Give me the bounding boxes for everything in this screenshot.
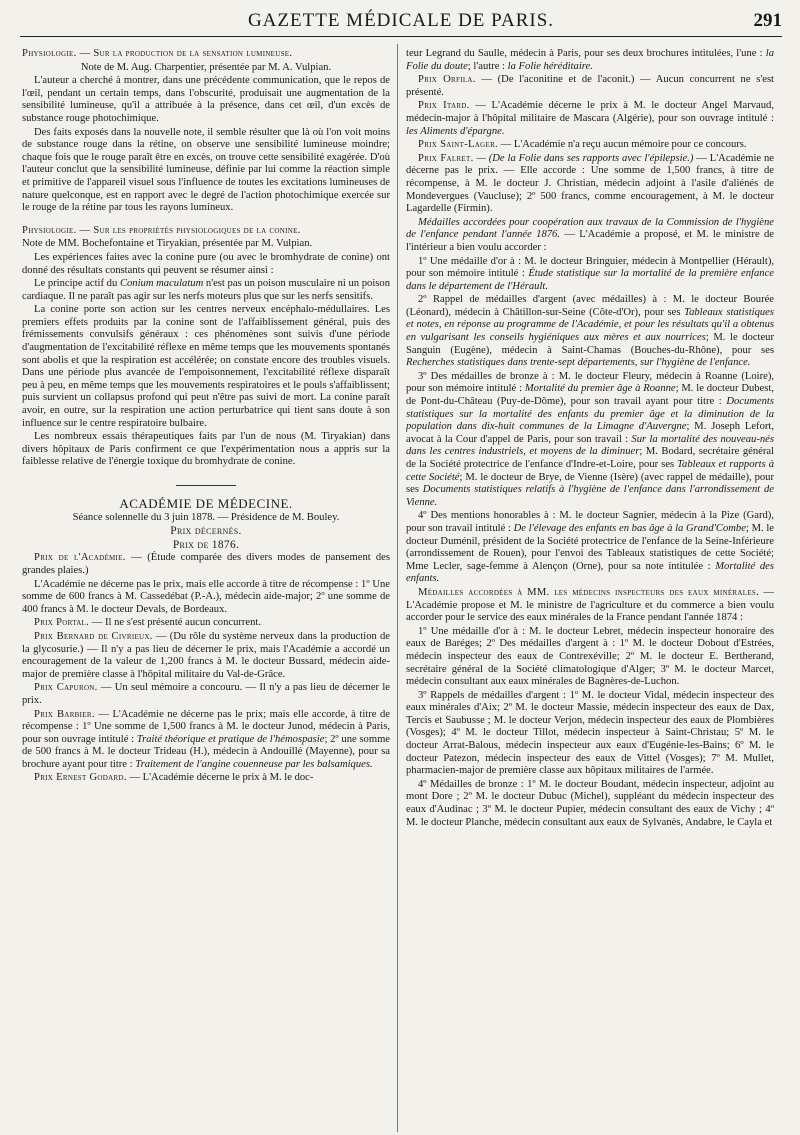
paragraph: teur Legrand du Saulle, médecin à Paris, pour ses deux brochures intitulées, l'une : la Folie du doute; l'autre : la Folie héréditaire. xyxy=(406,48,774,72)
section-rule xyxy=(176,485,236,486)
medailles-hygiene: Médailles accordées pour coopération aux travaux de la Commission de l'hygiène de l'enfance pendant l'année 1876. — L'Académie a proposé, et M. le ministre de l'intérieur a bien voulu accorder : xyxy=(406,216,774,253)
prix-academie: Prix de l'Académie. — (Étude comparée des divers modes de pansement des grandes plaies.) xyxy=(22,552,390,576)
prix-itard: Prix Itard. — L'Académie décerne le prix à M. le docteur Angel Marvaud, médecin-major à l'hôpital militaire de Mascara (Algérie), pour son ouvrage intitulé : les Aliments d'épargne. xyxy=(406,100,774,137)
prix-portal: Prix Portal. — Il ne s'est présenté aucun concurrent. xyxy=(34,617,262,629)
section-note: Note de MM. Bochefontaine et Tiryakian, présentée par M. Vulpian. xyxy=(22,238,313,250)
page-header xyxy=(20,8,782,37)
prix-falret: Prix Falret. — (De la Folie dans ses rapports avec l'épilepsie.) — L'Académie ne décerne pas le prix. — Elle accorde : Une somme de 1,500 francs, à titre de récompense, à M. le docteur J. Christian, médecin adjoint à l'asile d'aliénés de Mondevergues (Vaucluse); 2º 500 francs, comme encouragement, à M. le docteur Lagardelle (Firmin). xyxy=(406,152,774,215)
paragraph: L'auteur a cherché à montrer, dans une précédente communication, que le repos de l'œil, pendant un certain temps, dans l'obscurité, produisait une augmentation de la sensibilité lumineuse, qu'il a attribuée à la présence, dans cet œil, d'un excès de substance rouge photochimique. xyxy=(22,75,390,124)
medailles-eaux: Médailles accordées à MM. les médecins inspecteurs des eaux minérales. — L'Académie propose et M. le ministre de l'agriculture et du commerce a bien voulu accorder pour le service des eaux minérales de la France pendant l'année 1874 : xyxy=(406,586,774,624)
prix-saint-lager: Prix Saint-Lager. — L'Académie n'a reçu aucun mémoire pour ce concours. xyxy=(418,139,747,151)
medaille-item: 1º Une médaille d'or à : M. le docteur Bringuier, médecin à Montpellier (Hérault), pour son mémoire intitulé : Étude statistique sur la mortalité de la première enfance dans le département de l'Hérault. xyxy=(406,255,774,292)
prix-orfila: Prix Orfila. — (De l'aconitine et de l'aconit.) — Aucun concurrent ne s'est présenté. xyxy=(406,74,774,98)
medaille-item: 3º Des médailles de bronze à : M. le docteur Fleury, médecin à Roanne (Loire), pour son mémoire intitulé : Mortalité du premier âge à Roanne; M. le docteur Dubest, de Pont-du-Château (Puy-de-Dôme), pour son travail ayant pour titre : Documents statistiques sur la mortalité des enfants du premier âge et la diminution de la population dans dix-huit communes de la Limagne d'Auvergne; M. Joseph Lefort, avocat à la Cour d'appel de Paris, pour son travail : Sur la mortalité des nouveau-nés dans les centres industriels, et moyens de la diminuer; M. Bodard, secrétaire général de la Société protectrice de l'enfance d'Indre-et-Loire, pour ses Tableaux et rapports à cette Société; M. le docteur de Brye, de Vienne (Isère) (avec rappel de médaille), pour ses Documents statistiques relatifs à l'hygiène de l'enfance dans l'arrondissement de Vienne. xyxy=(406,370,774,508)
paragraph: Les expériences faites avec la conine pure (ou avec le bromhydrate de conine) ont donné des résultats constants qui peuvent se résumer ainsi : xyxy=(22,251,390,276)
paragraph: Des faits exposés dans la nouvelle note, il semble résulter que là où l'on voit moins de substance rouge dans la rétine, on observe une sensibilité lumineuse moindre; chaque fois que le rouge paraît être en excès, on trouve cette sensibilité exagérée. D'où l'auteur conclut que la sensibilité lumineuse, définie par lui comme la réaction simple et primitive de l'appareil visuel sous l'influence de toutes les excitations lumineuses de nature quelconque, est en rapport avec le degré de l'action photochimique exercée sur le rouge de la rétine par tous les rayons lumineux. xyxy=(22,126,390,214)
paragraph: L'Académie ne décerne pas le prix, mais elle accorde à titre de récompense : 1º Une somme de 600 francs à M. Cassedébat (P.-A.), médecin aide-major; 2º une somme de 400 francs à M. le docteur Devals, de Bordeaux. xyxy=(22,578,390,615)
academie-heading: ACADÉMIE DE MÉDECINE. xyxy=(119,496,293,511)
prix-barbier: Prix Barbier. — L'Académie ne décerne pas le prix; mais elle accorde, à titre de récompense : 1º Une somme de 1,500 francs à M. le docteur Junod, médecin à Paris, pour son ouvrage intitulé : Traité théorique et pratique de l'hémospasie; 2º une somme de 500 francs à M. le docteur Trideau (H.), médecin à Andouillé (Mayenne), pour sa brochure ayant pour titre : Traitement de l'angine couenneuse par les balsamiques. xyxy=(22,708,390,770)
page-number: 291 xyxy=(753,10,782,31)
prix-capuron: Prix Capuron. — Un seul mémoire a concouru. — Il n'y a pas lieu de décerner le prix. xyxy=(22,682,390,706)
section-heading-sensation: Physiologie. — Sur la production de la sensation lumineuse. xyxy=(22,48,293,59)
left-column xyxy=(22,48,390,1128)
prix-godard: Prix Ernest Godard. — L'Académie décerne le prix à M. le doc- xyxy=(34,772,314,784)
paragraph: Les nombreux essais thérapeutiques faits par l'un de nous (M. Tiryakian) dans divers hôpitaux de Paris confirment ce que l'expérimentation nous a appris sur la faiblesse relative de l'énergie toxique du bromhydrate de conine. xyxy=(22,431,390,468)
medaille-item: 4º Médailles de bronze : 1º M. le docteur Boudant, médecin inspecteur, adjoint au mont Dore ; 2º M. le docteur Dubuc (Michel), suppléant du médecin inspecteur des eaux d'Audinac ; 3º M. le docteur Pupier, médecin consultant des eaux de Vichy ; 4º M. le docteur Planche, médecin consultant aux eaux de Sylvanès, Andabre, le Cayla et xyxy=(406,778,774,828)
prix-bernard: Prix Bernard de Civrieux. — (Du rôle du système nerveux dans la production de la glycosurie.) — Il n'y a pas lieu de décerner le prix, mais l'Académie a accordé un encouragement de la valeur de 1,200 francs à M. le docteur Bussard, médecin aide-major de première classe à l'hôpital militaire du Val-de-Grâce. xyxy=(22,630,390,680)
section-note: Note de M. Aug. Charpentier, présentée par M. A. Vulpian. xyxy=(80,61,332,73)
section-heading-conine: Physiologie. — Sur les propriétés physiologiques de la conine. xyxy=(22,224,301,236)
prix-decernes-heading: Prix décernés. xyxy=(170,525,242,538)
prix-1876-heading: Prix de 1876. xyxy=(172,538,240,551)
column-divider xyxy=(397,44,398,1132)
right-column xyxy=(406,48,774,1128)
medaille-item: 4º Des mentions honorables à : M. le docteur Sagnier, médecin à la Pize (Gard), pour son travail intitulé : De l'élevage des enfants en bas âge à la Grand'Combe; M. le docteur Duménil, président de la Société protectrice de l'enfance de la Seine-Inférieure (arrondissement de Rouen), pour l'envoi des Tableaux statistiques de cette Société; Mme Lecler, sage-femme à Alençon (Orne), pour sa note intitulée : Mortalité des enfants. xyxy=(406,510,774,585)
journal-title: GAZETTE MÉDICALE DE PARIS. xyxy=(247,10,555,31)
medaille-item: 2º Rappel de médailles d'argent (avec médailles) à : M. le docteur Bourée (Léonard), médecin à Châtillon-sur-Seine (Côte-d'Or), pour ses Tableaux statistiques et notes, en réponse au programme de l'Académie, et pour les résultats qu'il a obtenus en vulgarisant les conseils hygiéniques aux mères et aux nourrices; M. le docteur Sanguin (Eugène), médecin à Saint-Chamas (Bouches-du-Rhône), pour ses Recherches statistiques dans trente-sept départements, sur l'hygiène de l'enfance. xyxy=(406,294,774,369)
medaille-item: 3º Rappels de médailles d'argent : 1º M. le docteur Vidal, médecin inspecteur des eaux minérales d'Aix; 2º M. le docteur Massie, médecin inspecteur des eaux de Dax, Tercis et Saubusse ; M. le docteur Verjon, médecin inspecteur des eaux de Plombières (Vosges); 4º M. le docteur Tillot, médecin inspecteur à Saint-Christau; 5º M. le docteur Arrat-Balous, médecin inspecteur aux eaux d'Eugénie-les-Bains; 6º M. le docteur Patezon, médecin inspecteur des eaux de Vittel (Vosges); 7º M. Mullet, pharmacien-major de première classe aux hôpitaux militaires de l'armée. xyxy=(406,689,774,777)
medaille-item: 1º Une médaille d'or à : M. le docteur Lebret, médecin inspecteur honoraire des eaux de Baréges; 2º Des médailles d'argent à : 1º M. le docteur Dobout d'Estrées, médecin inspecteur des eaux de Contrexéville; 2º M. le docteur E. Bertherand, secrétaire général de la Société climatologique d'Alger; 3º M. le docteur Marcet, médecin consultant aux eaux minérales de Bagnères-de-Luchon. xyxy=(406,625,774,688)
seance-line: Séance solennelle du 3 juin 1878. — Présidence de M. Bouley. xyxy=(72,511,340,523)
paragraph: Le principe actif du Conium maculatum n'est pas un poison musculaire ni un poison cardiaque. Il ne paraît pas agir sur les nerfs moteurs plus que sur les nerfs sensitifs. xyxy=(22,278,390,302)
paragraph: La conine porte son action sur les centres nerveux encéphalo-médullaires. Les premiers effets produits par la conine sont de l'affaiblissement général, puis des frémissements convulsifs généraux : ces phénomènes sont suivis d'une période d'augmentation de l'excitabilité réflexe en même temps que les mouvements spontanés sont abolis et que la respiration est accélérée; on constate encore des troubles visuels. Dans une période plus avancée de l'empoisonnement, l'excitabilité réflexe disparaît peu à peu, en même temps que les mouvements respiratoires et le pouls s'affaiblissent; puis survient un collapsus profond qui peut n'être pas suivi de mort. La conine paraît avoir, en outre, sur la respiration une action perturbatrice qui tient sans doute à son influence sur le centre respiratoire bulbaire. xyxy=(22,304,390,429)
